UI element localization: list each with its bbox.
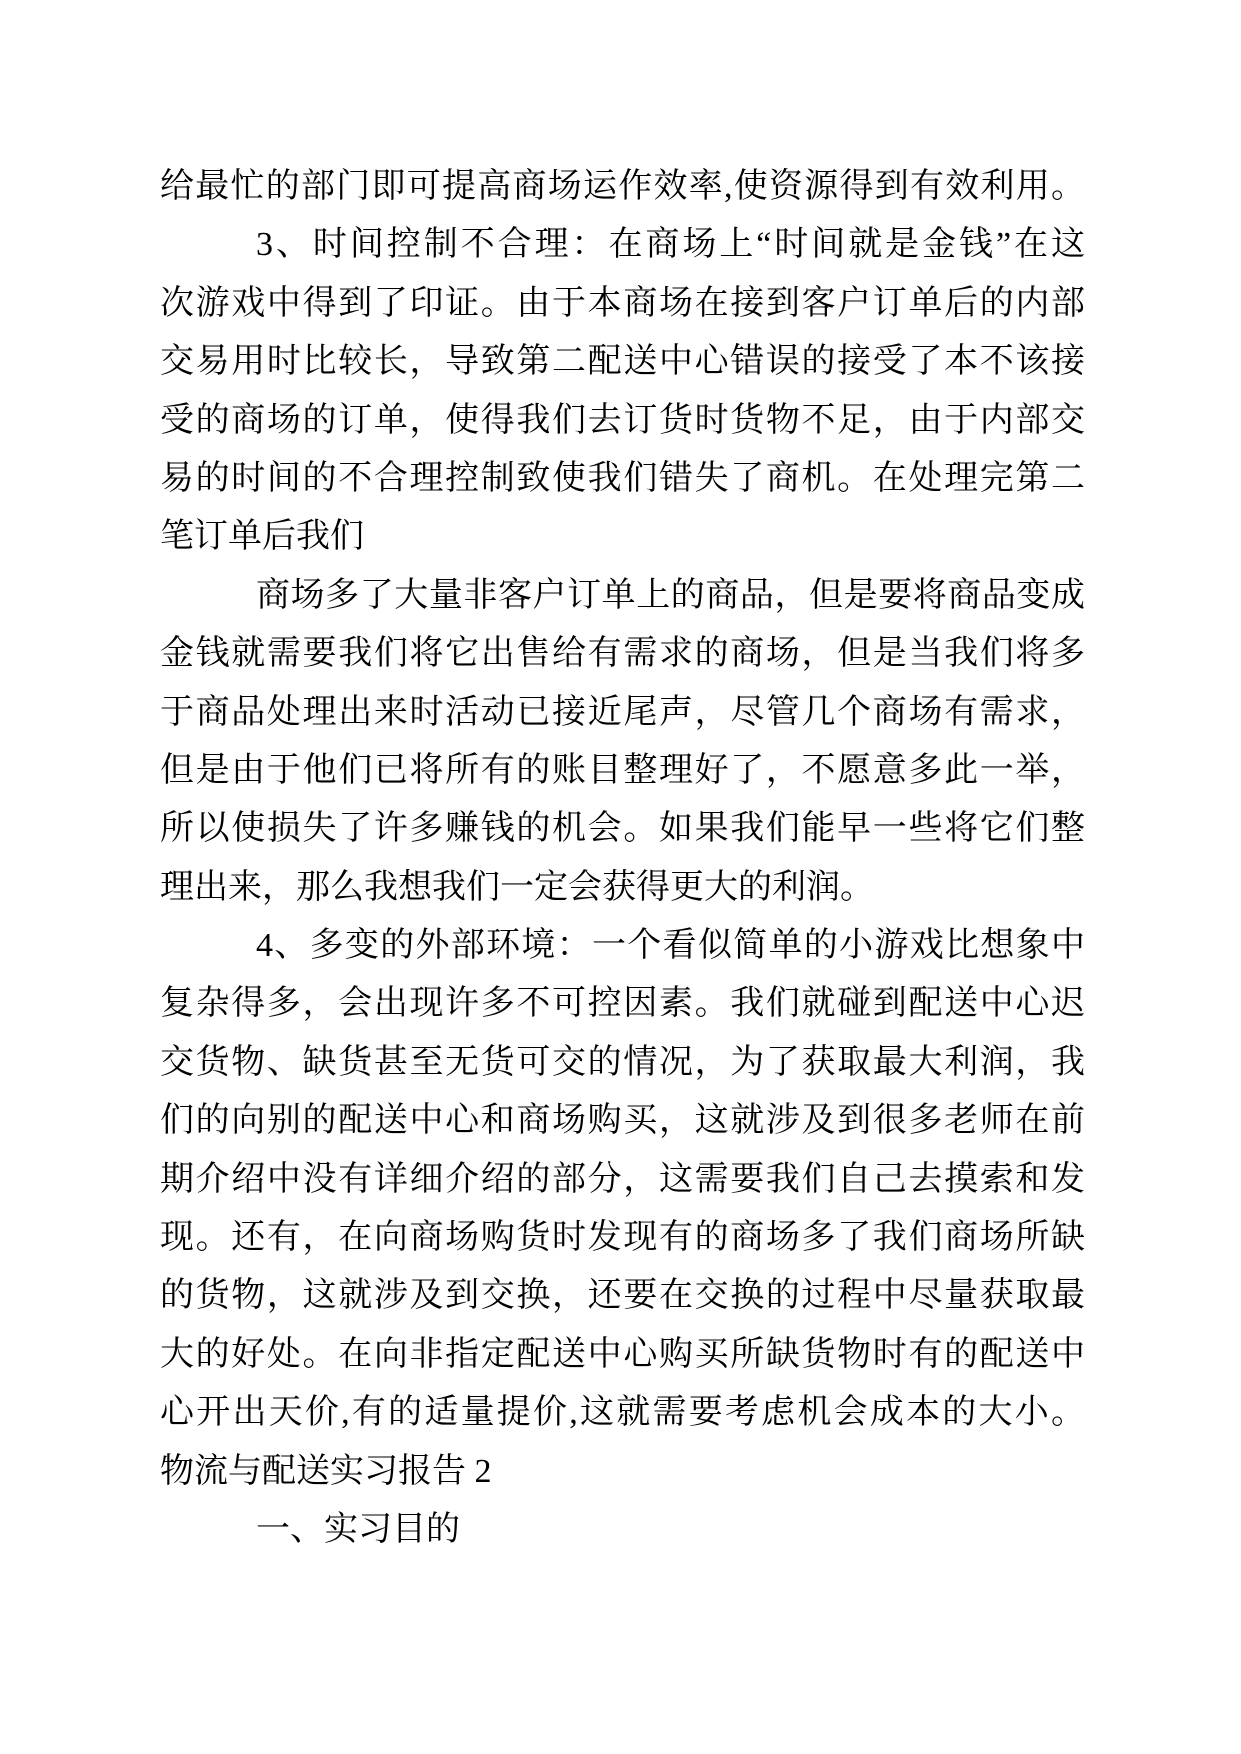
text-line-paragraph-start: 3、时间控制不合理：在商场上“时间就是金钱”在这 — [256, 226, 1085, 264]
report-2-title: 物流与配送实习报告 2 — [160, 1452, 492, 1490]
text-line: 们的向别的配送中心和商场购买，这就涉及到很多老师在前 — [160, 1102, 1085, 1140]
text-line-paragraph-start: 商场多了大量非客户订单上的商品，但是要将商品变成 — [256, 576, 1085, 614]
text-line: 于商品处理出来时活动已接近尾声，尽管几个商场有需求， — [160, 693, 1085, 731]
text-line: 大的好处。在向非指定配送中心购买所缺货物时有的配送中 — [160, 1335, 1085, 1373]
text-line: 金钱就需要我们将它出售给有需求的商场，但是当我们将多 — [160, 635, 1085, 673]
text-line: 次游戏中得到了印证。由于本商场在接到客户订单后的内部 — [160, 284, 1085, 322]
text-line: 交货物、缺货甚至无货可交的情况，为了获取最大利润，我 — [160, 1043, 1085, 1081]
text-line: 的货物，这就涉及到交换，还要在交换的过程中尽量获取最 — [160, 1277, 1085, 1315]
text-line: 给最忙的部门即可提高商场运作效率,使资源得到有效利用。 — [160, 168, 1085, 205]
text-line: 所以使损失了许多赚钱的机会。如果我们能早一些将它们整 — [160, 810, 1085, 848]
text-line: 交易用时比较长，导致第二配送中心错误的接受了本不该接 — [160, 343, 1085, 381]
text-line-paragraph-end: 笔订单后我们 — [160, 518, 364, 556]
text-line: 易的时间的不合理控制致使我们错失了商机。在处理完第二 — [160, 459, 1085, 497]
text-line: 期介绍中没有详细介绍的部分，这需要我们自己去摸索和发 — [160, 1160, 1085, 1198]
heading-internship-purpose: 一、实习目的 — [256, 1510, 460, 1548]
text-line: 复杂得多，会出现许多不可控因素。我们就碰到配送中心迟 — [160, 985, 1085, 1023]
text-line: 受的商场的订单，使得我们去订货时货物不足，由于内部交 — [160, 401, 1085, 439]
text-line: 但是由于他们已将所有的账目整理好了，不愿意多此一举， — [160, 751, 1085, 789]
text-line-paragraph-end: 理出来，那么我想我们一定会获得更大的利润。 — [160, 868, 874, 906]
text-line-paragraph-end: 心开出天价,有的适量提价,这就需要考虑机会成本的大小。 — [160, 1394, 1085, 1432]
text-line-paragraph-start: 4、多变的外部环境：一个看似简单的小游戏比想象中 — [256, 927, 1085, 965]
text-line: 现。还有，在向商场购货时发现有的商场多了我们商场所缺 — [160, 1219, 1085, 1257]
